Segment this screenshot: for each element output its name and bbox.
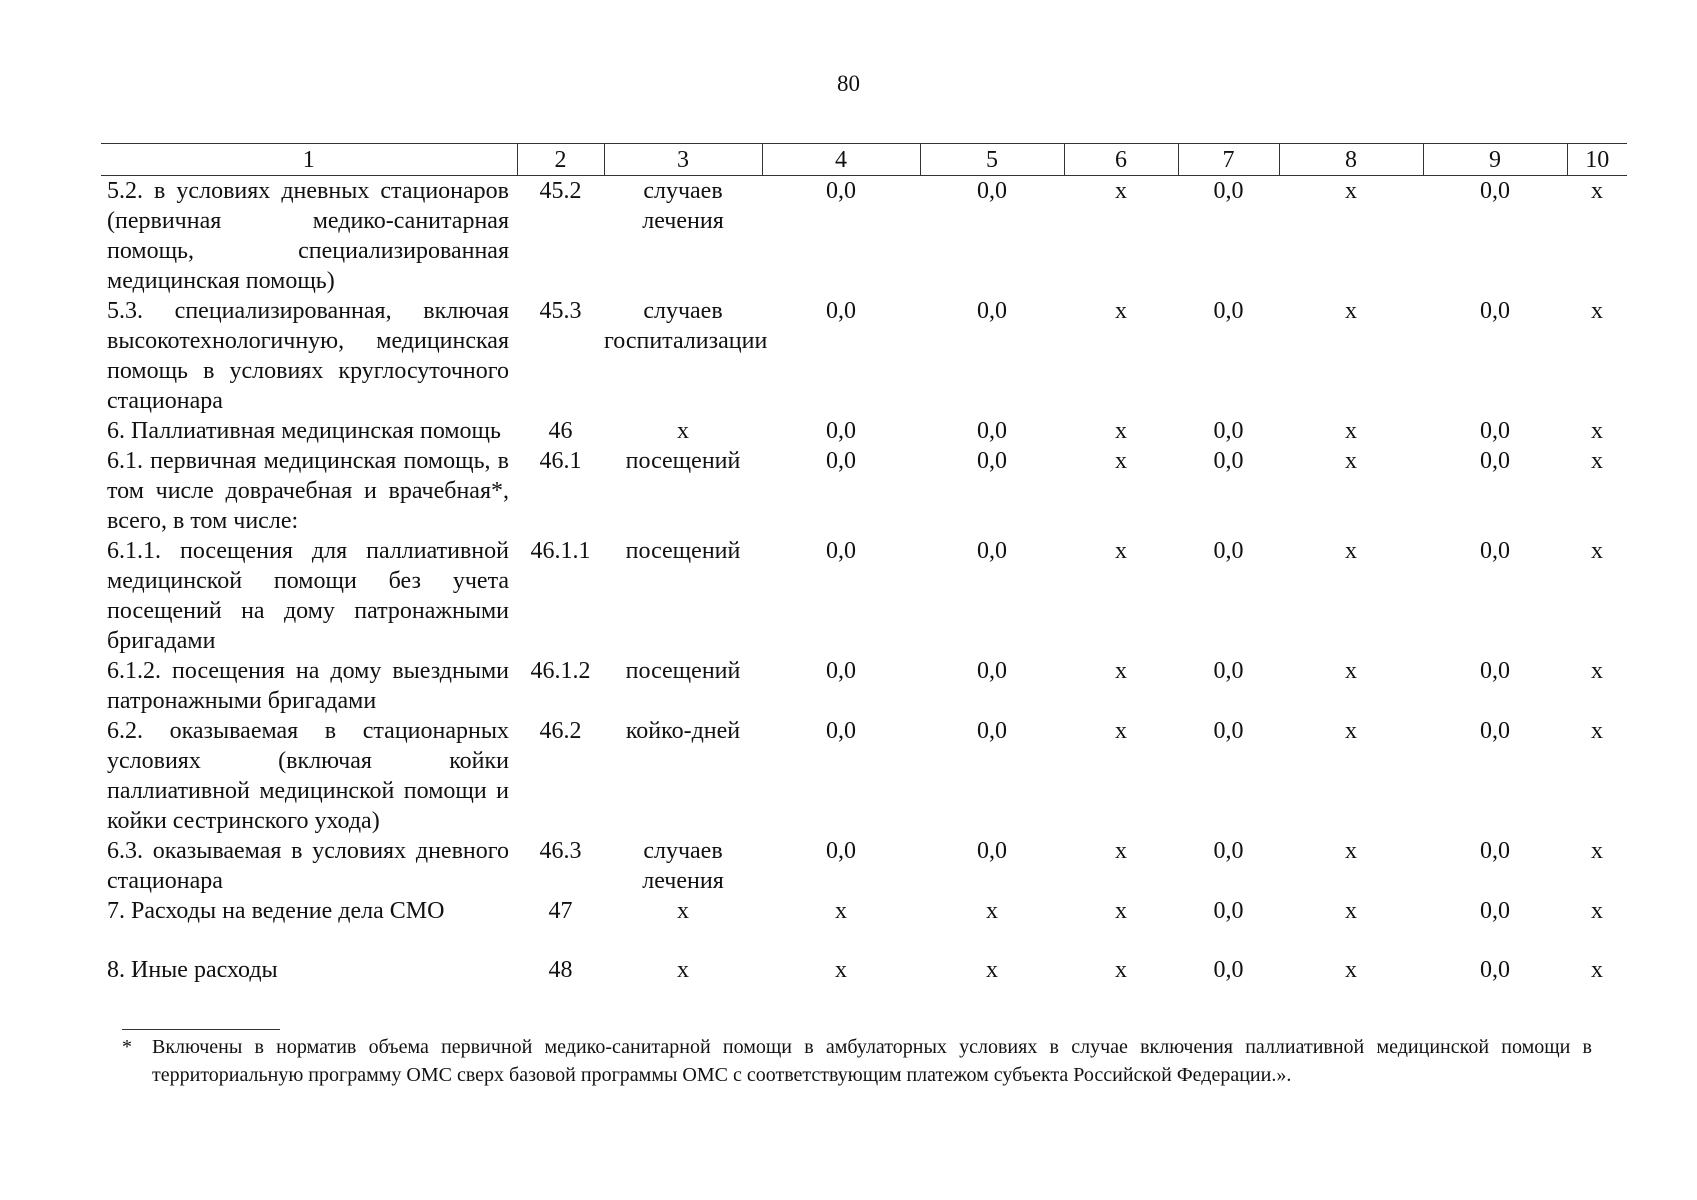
cell-col4: 0,0 <box>826 538 856 564</box>
cell-col10: х <box>1591 718 1603 744</box>
cell-col4: 0,0 <box>826 658 856 684</box>
footnote-divider <box>122 1029 280 1030</box>
cell-col5: х <box>986 957 998 983</box>
row-code: 46.1.2 <box>530 658 591 684</box>
row-code: 46.2 <box>539 718 582 744</box>
cell-col4: 0,0 <box>826 298 856 324</box>
cell-col5: 0,0 <box>977 718 1007 744</box>
row-description: 6.2. оказываемая в стационарных условиях (включая койки паллиативной медицинской помощи и койки сестринского ухода) <box>107 718 509 834</box>
column-header: 4 <box>762 144 920 176</box>
cell-col7: 0,0 <box>1213 538 1244 564</box>
cell-col4: 0,0 <box>826 418 856 444</box>
cell-col8: х <box>1345 898 1357 924</box>
header-row <box>101 144 1627 176</box>
row-code: 45.2 <box>539 178 582 204</box>
cell-col10: х <box>1591 957 1603 983</box>
cell-col9: 0,0 <box>1480 298 1510 324</box>
column-header: 7 <box>1178 144 1279 176</box>
row-unit: койко-дней <box>625 718 741 744</box>
column-header: 8 <box>1279 144 1423 176</box>
row-code: 47 <box>548 898 573 924</box>
cell-col8: х <box>1345 838 1357 864</box>
cell-col7: 0,0 <box>1213 838 1244 864</box>
row-description: 5.2. в условиях дневных стационаров (первичная медико-санитарная помощь, специализированная медицинская помощь) <box>107 178 509 294</box>
cell-col8: х <box>1345 718 1357 744</box>
row-description: 8. Иные расходы <box>107 957 278 983</box>
cell-col7: 0,0 <box>1213 418 1244 444</box>
spacer-cell <box>101 926 1627 955</box>
cell-col5: 0,0 <box>977 538 1007 564</box>
cell-col6: х <box>1115 418 1127 444</box>
row-code: 45.3 <box>539 298 582 324</box>
row-description: 6.1.1. посещения для паллиативной медицинской помощи без учета посещений на дому патронажными бригадами <box>107 538 509 654</box>
cell-col7: 0,0 <box>1213 178 1244 204</box>
row-description: 7. Расходы на ведение дела СМО <box>107 898 445 924</box>
column-header: 9 <box>1423 144 1567 176</box>
row-description: 6.1.2. посещения на дому выездными патронажными бригадами <box>107 658 509 714</box>
cell-col5: 0,0 <box>977 298 1007 324</box>
cell-col9: 0,0 <box>1480 838 1510 864</box>
table-row <box>101 176 1627 297</box>
cell-col9: 0,0 <box>1480 418 1510 444</box>
cell-col4: 0,0 <box>826 718 856 744</box>
row-code: 46.1.1 <box>530 538 591 564</box>
cell-col6: х <box>1115 448 1127 474</box>
footnote-text: Включены в норматив объема первичной медико-санитарной помощи в амбулаторных условиях в случае включения паллиативной медицинской помощи в территориальную программу ОМС сверх базовой программы ОМС с соответствующим платежом субъекта Российской Федерации.». <box>152 1036 1592 1086</box>
footnote-mark: * <box>122 1036 132 1058</box>
cell-col6: х <box>1115 718 1127 744</box>
row-description: 6. Паллиативная медицинская помощь <box>107 418 501 444</box>
row-unit: случаев лечения <box>642 178 724 234</box>
cell-col5: х <box>986 898 998 924</box>
cell-col5: 0,0 <box>977 448 1007 474</box>
column-header: 6 <box>1064 144 1178 176</box>
cell-col6: х <box>1115 178 1127 204</box>
footnote <box>122 1033 1592 1089</box>
cell-col4: х <box>835 898 847 924</box>
cell-col8: х <box>1345 538 1357 564</box>
cell-col9: 0,0 <box>1480 178 1510 204</box>
cell-col6: х <box>1115 898 1127 924</box>
data-table <box>101 143 1627 985</box>
table-header <box>101 144 1627 176</box>
cell-col8: х <box>1345 298 1357 324</box>
cell-col9: 0,0 <box>1480 658 1510 684</box>
row-unit: посещений <box>625 448 741 474</box>
row-spacer <box>101 926 1627 955</box>
cell-col8: х <box>1345 178 1357 204</box>
table-row <box>101 836 1627 896</box>
row-description: 6.3. оказываемая в условиях дневного стационара <box>107 838 509 894</box>
cell-col7: 0,0 <box>1213 448 1244 474</box>
cell-col8: х <box>1345 418 1357 444</box>
table-row <box>101 296 1627 416</box>
cell-col10: х <box>1591 838 1603 864</box>
column-header: 5 <box>920 144 1064 176</box>
cell-col4: 0,0 <box>826 178 856 204</box>
cell-col10: х <box>1591 298 1603 324</box>
cell-col9: 0,0 <box>1480 718 1510 744</box>
row-unit: случаев лечения <box>642 838 724 894</box>
cell-col9: 0,0 <box>1480 898 1510 924</box>
cell-col6: х <box>1115 957 1127 983</box>
cell-col5: 0,0 <box>977 658 1007 684</box>
table-row <box>101 955 1627 985</box>
cell-col7: 0,0 <box>1213 898 1244 924</box>
column-header: 10 <box>1567 144 1627 176</box>
cell-col5: 0,0 <box>977 178 1007 204</box>
column-header: 3 <box>604 144 762 176</box>
cell-col10: х <box>1591 448 1603 474</box>
table-row <box>101 716 1627 836</box>
cell-col10: х <box>1591 898 1603 924</box>
table-row <box>101 656 1627 716</box>
row-code: 46 <box>548 418 573 444</box>
table-body <box>101 176 1627 986</box>
cell-col9: 0,0 <box>1480 538 1510 564</box>
page-number: 80 <box>837 71 860 96</box>
cell-col4: 0,0 <box>826 448 856 474</box>
table-row <box>101 896 1627 926</box>
cell-col10: х <box>1591 538 1603 564</box>
cell-col8: х <box>1345 957 1357 983</box>
row-unit: посещений <box>625 658 741 684</box>
cell-col9: 0,0 <box>1480 448 1510 474</box>
cell-col7: 0,0 <box>1213 718 1244 744</box>
cell-col7: 0,0 <box>1213 298 1244 324</box>
cell-col8: х <box>1345 658 1357 684</box>
cell-col7: 0,0 <box>1213 658 1244 684</box>
row-code: 48 <box>548 957 573 983</box>
row-unit: х <box>677 418 689 444</box>
row-unit: случаев госпитализации <box>604 298 768 354</box>
column-header: 1 <box>101 144 517 176</box>
cell-col5: 0,0 <box>977 418 1007 444</box>
cell-col6: х <box>1115 298 1127 324</box>
cell-col6: х <box>1115 658 1127 684</box>
table-row <box>101 446 1627 536</box>
table-row <box>101 536 1627 656</box>
cell-col4: 0,0 <box>826 838 856 864</box>
row-unit: х <box>677 957 689 983</box>
cell-col10: х <box>1591 178 1603 204</box>
cell-col10: х <box>1591 418 1603 444</box>
cell-col6: х <box>1115 838 1127 864</box>
cell-col7: 0,0 <box>1213 957 1244 983</box>
row-unit: посещений <box>625 538 741 564</box>
cell-col8: х <box>1345 448 1357 474</box>
table-row <box>101 416 1627 446</box>
row-code: 46.3 <box>539 838 582 864</box>
row-description: 5.3. специализированная, включая высокотехнологичную, медицинская помощь в условиях круглосуточного стационара <box>107 298 509 414</box>
cell-col5: 0,0 <box>977 838 1007 864</box>
cell-col10: х <box>1591 658 1603 684</box>
cell-col4: х <box>835 957 847 983</box>
row-unit: х <box>677 898 689 924</box>
row-code: 46.1 <box>539 448 582 474</box>
cell-col6: х <box>1115 538 1127 564</box>
column-header: 2 <box>517 144 604 176</box>
cell-col9: 0,0 <box>1480 957 1510 983</box>
row-description: 6.1. первичная медицинская помощь, в том числе доврачебная и врачебная*, всего, в том числе: <box>107 448 509 534</box>
